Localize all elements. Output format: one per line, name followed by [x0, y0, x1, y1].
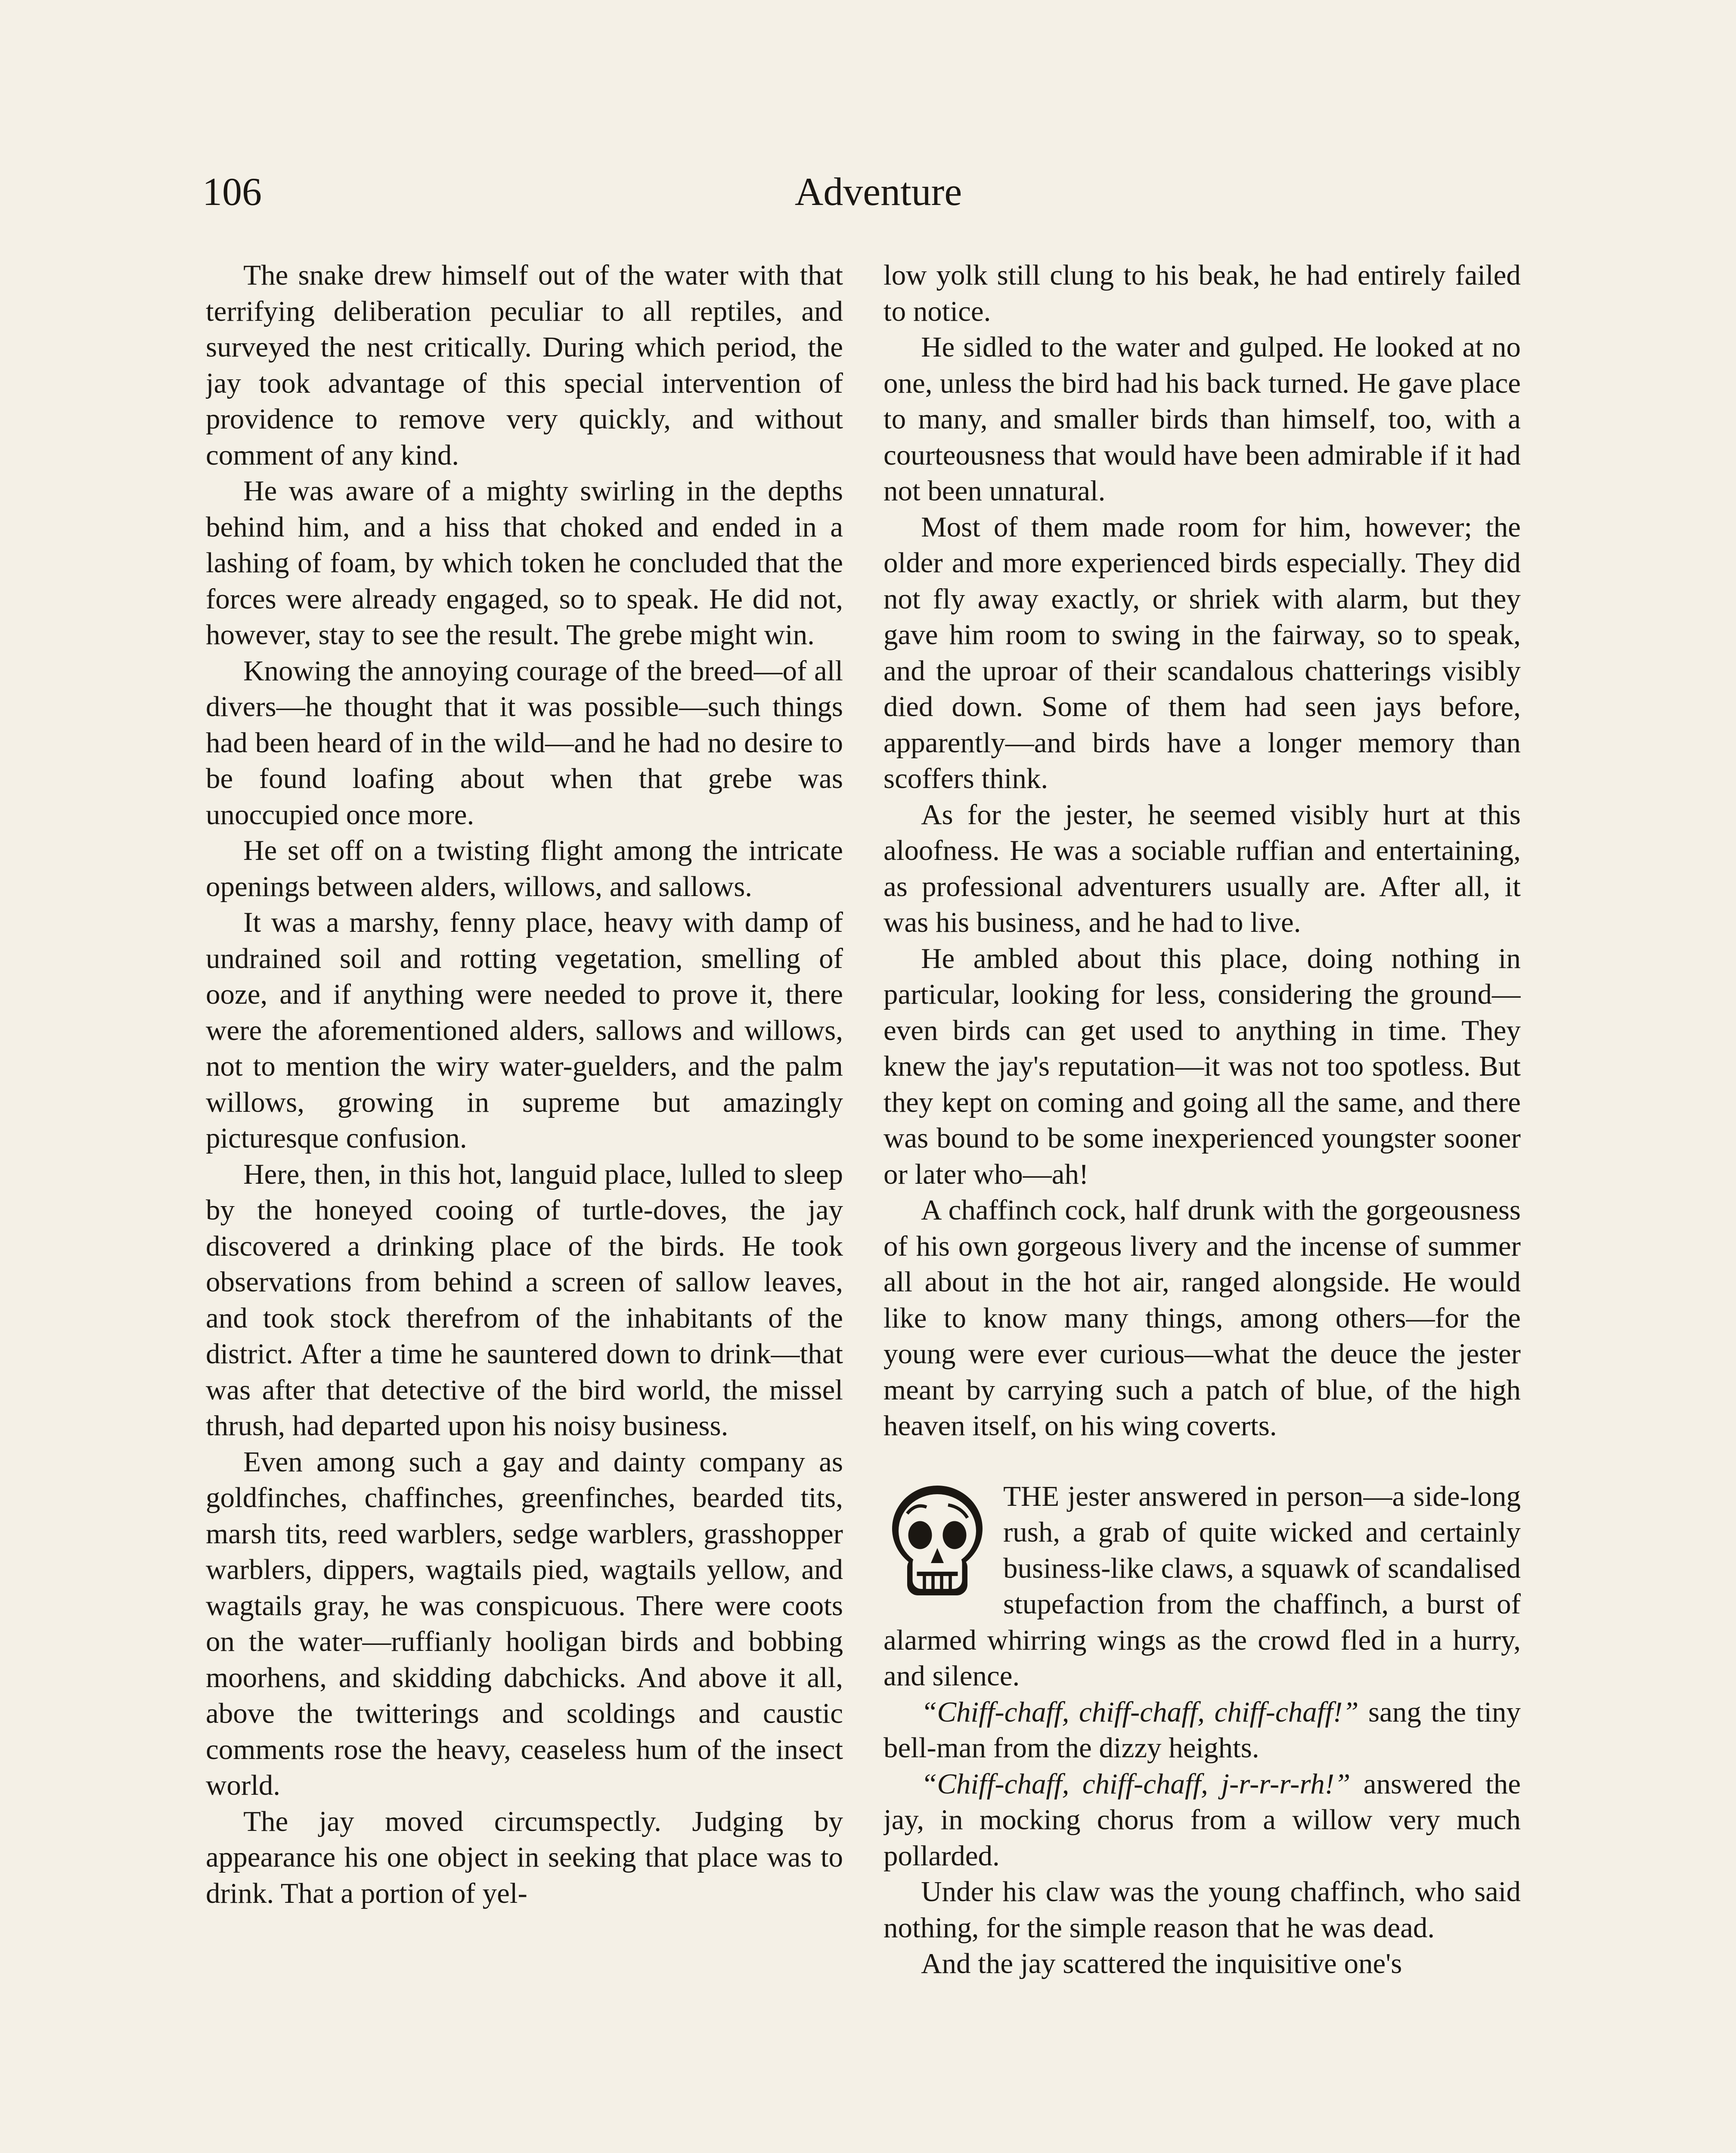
paragraph-continuation: low yolk still clung to his beak, he had entirely failed to notice.: [884, 259, 1521, 327]
paragraph: He set off on a twisting flight among the intricate openings between alders, willows, and sallows.: [206, 835, 843, 903]
running-title: Adventure: [794, 170, 962, 214]
paragraph: He sidled to the water and gulped. He looked at no one, unless the bird had his back turned. He gave place to many, and smaller birds than himself, too, with a courteousness that would have been admirable if it had not been unnatural.: [884, 331, 1521, 507]
paragraph: Most of them made room for him, however; the older and more experienced birds especially. They did not fly away exactly, or shriek with alarm, but they gave him room to swing in the fairway, so to speak, and the uproar of their scandalous chatterings visibly died down. Some of them had seen jays before, apparently—and birds have a longer memory than scoffers think.: [884, 511, 1521, 794]
paragraph: A chaffinch cock, half drunk with the gorgeousness of his own gorgeous livery and the incense of summer all about in the hot air, ranged alongside. He would like to know many things, among others—for the young were ever curious—what the deuce the jester meant by carrying such a patch of blue, of the high heaven itself, on his wing coverts.: [884, 1194, 1521, 1442]
left-column: [206, 257, 843, 2153]
paragraph: He was aware of a mighty swirling in the depths behind him, and a hiss that choked and ended in a lashing of foam, by which token he concluded that the forces were already engaged, so to speak. He did not, however, stay to see the result. The grebe might win.: [206, 475, 843, 651]
paragraph: Under his claw was the young chaffinch, who said nothing, for the simple reason that he was dead.: [884, 1876, 1521, 1944]
birdsong-quote: “Chiff-chaff, chiff-chaff, chiff-chaff!”: [921, 1696, 1359, 1728]
paragraph: As for the jester, he seemed visibly hurt at this aloofness. He was a sociable ruffian and entertaining, as professional adventurers usually are. After all, it was his business, and he had to live.: [884, 798, 1521, 938]
birdsong-quote: “Chiff-chaff, chiff-chaff, j-r-r-r-rh!”: [921, 1768, 1351, 1800]
page-header: [202, 166, 1554, 217]
paragraph: The jay moved circumspectly. Judging by appearance his one object in seeking that place was to drink. That a portion of yel-: [206, 1805, 843, 1909]
dialogue-text: answered the jay, in mocking chorus from a willow very much pollarded.: [884, 1768, 1521, 1872]
dialogue-paragraph: [884, 1766, 1521, 1874]
paragraph: And the jay scattered the inquisitive one's: [921, 1948, 1402, 1979]
section-opening-paragraph: [884, 1479, 1521, 1694]
paragraph: The snake drew himself out of the water with that terrifying deliberation peculiar to all reptiles, and surveyed the nest critically. During which period, the jay took advantage of this special intervention of providence to remove very quickly, and without comment of any kind.: [206, 259, 843, 471]
paragraph: Knowing the annoying courage of the breed—of all divers—he thought that it was possible—such things had been heard of in the wild—and he had no desire to be found loafing about when that grebe was unoccupied once more.: [206, 655, 843, 831]
paragraph: It was a marshy, fenny place, heavy with damp of undrained soil and rotting vegetation, smelling of ooze, and if anything were needed to prove it, there were the aforementioned alders, sallows and willows, not to mention the wiry water-guelders, and the palm willows, growing in supreme but amazingly picturesque confusion.: [206, 906, 843, 1154]
paragraph: He ambled about this place, doing nothing in particular, looking for less, considering the ground—even birds can get used to anything in time. They knew the jay's reputation—it was not too spotless. But they kept on coming and going all the same, and there was bound to be some inexperienced youngster sooner or later who—ah!: [884, 942, 1521, 1190]
paragraph: Here, then, in this hot, languid place, lulled to sleep by the honeyed cooing of turtle-doves, the jay discovered a drinking place of the birds. He took observations from behind a screen of sallow leaves, and took stock therefrom of the inhabitants of the district. After a time he sauntered down to drink—that was after that detective of the bird world, the missel thrush, had departed upon his noisy business.: [206, 1158, 843, 1442]
dialogue-text: sang the tiny bell-man from the dizzy heights.: [884, 1696, 1521, 1764]
skull-icon: [884, 1481, 991, 1610]
right-column: [884, 257, 1521, 2153]
paragraph: Even among such a gay and dainty company as goldfinches, chaffinches, greenfinches, bearded tits, marsh tits, reed warblers, sedge warblers, grasshopper warblers, dippers, wagtails pied, wagtails yellow, and wagtails gray, he was conspicuous. There were coots on the water—ruffianly hooligan birds and bobbing moorhens, and skidding dabchicks. And above it all, above the twitterings and scoldings and caustic comments rose the heavy, ceaseless hum of the insect world.: [206, 1446, 843, 1801]
section-opening-text: THE jester answered in person—a side-long rush, a grab of quite wicked and certainly business-like claws, a squawk of scandalised stupefaction from the chaffinch, a burst of alarmed whirring wings as the crowd fled in a hurry, and silence.: [884, 1480, 1521, 1692]
dialogue-paragraph: [884, 1694, 1521, 1766]
page-number: 106: [202, 170, 262, 214]
